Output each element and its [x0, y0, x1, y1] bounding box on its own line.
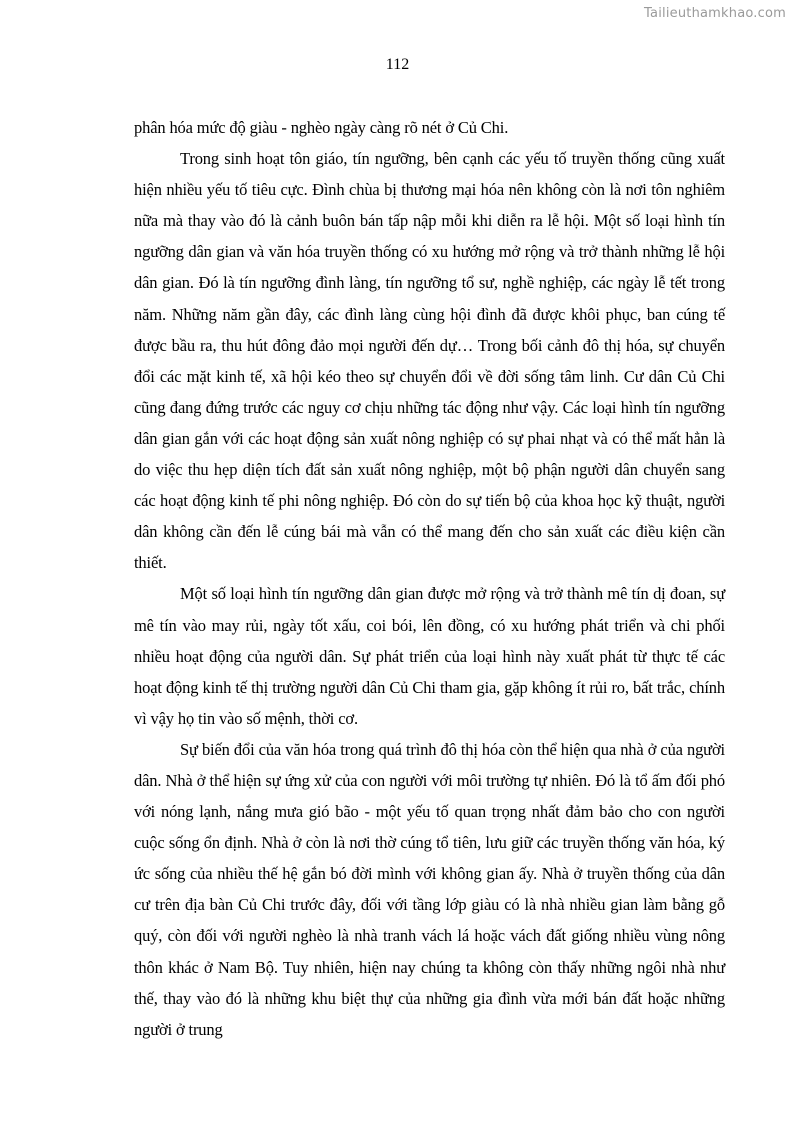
- page-number: 112: [385, 56, 410, 73]
- paragraph-continuation: phân hóa mức độ giàu - nghèo ngày càng rõ nét ở Củ Chi.: [134, 118, 509, 137]
- watermark-text: Tailieuthamkhao.com: [644, 6, 786, 21]
- paragraph-housing: Sự biến đổi của văn hóa trong quá trình đô thị hóa còn thể hiện qua nhà ở của người dân. Nhà ở thể hiện sự ứng xử của con người với môi trường tự nhiên. Đó là tổ ấm đối phó với nóng lạnh, nắng mưa gió bão - một yếu tố quan trọng nhất đảm bảo cho con người cuộc sống ổn định. Nhà ở còn là nơi thờ cúng tổ tiên, lưu giữ các truyền thống văn hóa, ký ức sống của nhiều thế hệ gắn bó đời mình với không gian ấy. Nhà ở truyền thống của dân cư trên địa bàn Củ Chi trước đây, đối với tầng lớp giàu có là nhà nhiều gian làm bằng gỗ quý, còn đối với người nghèo là nhà tranh vách lá hoặc vách đất giống nhiều vùng nông thôn khác ở Nam Bộ. Tuy nhiên, hiện nay chúng ta không còn thấy những ngôi nhà như thế, thay vào đó là những khu biệt thự của những gia đình vừa mới bán đất hoặc những người ở trung: [134, 739, 725, 1039]
- paragraph-superstition: Một số loại hình tín ngưỡng dân gian được mở rộng và trở thành mê tín dị đoan, sự mê tín vào may rủi, ngày tốt xấu, coi bói, lên đồng, có xu hướng phát triển và chi phối nhiều hoạt động của người dân. Sự phát triển của loại hình này xuất phát từ thực tế các hoạt động kinh tế thị trường người dân Củ Chi tham gia, gặp không ít rủi ro, bất trắc, chính vì vậy họ tin vào số mệnh, thời cơ.: [134, 584, 725, 728]
- paragraph-religion: Trong sinh hoạt tôn giáo, tín ngưỡng, bên cạnh các yếu tố truyền thống cũng xuất hiện nhiều yếu tố tiêu cực. Đình chùa bị thương mại hóa nên không còn là nơi tôn nghiêm nữa mà thay vào đó là cảnh buôn bán tấp nập mỗi khi diễn ra lễ hội. Một số loại hình tín ngưỡng dân gian và văn hóa truyền thống có xu hướng mở rộng và trở thành những lễ hội dân gian. Đó là tín ngưỡng đình làng, tín ngưỡng tổ sư, nghề nghiệp, các ngày lễ tết trong năm. Những năm gần đây, các đình làng cùng hội đình đã được khôi phục, ban cúng tế được bầu ra, thu hút đông đảo mọi người đến dự… Trong bối cảnh đô thị hóa, sự chuyển đổi các mặt kinh tế, xã hội kéo theo sự chuyển đổi về đời sống tâm linh. Cư dân Củ Chi cũng đang đứng trước các nguy cơ chịu những tác động như vậy. Các loại hình tín ngưỡng dân gian gắn với các hoạt động sản xuất nông nghiệp có sự phai nhạt và có thể mất hẳn là do việc thu hẹp diện tích đất sản xuất nông nghiệp, một bộ phận người dân chuyển sang các hoạt động kinh tế phi nông nghiệp. Đó còn do sự tiến bộ của khoa học kỹ thuật, người dân không cần đến lễ cúng bái mà vẫn có thể mang đến cho sản xuất các điều kiện cần thiết.: [134, 149, 725, 573]
- document-body: [134, 112, 725, 1045]
